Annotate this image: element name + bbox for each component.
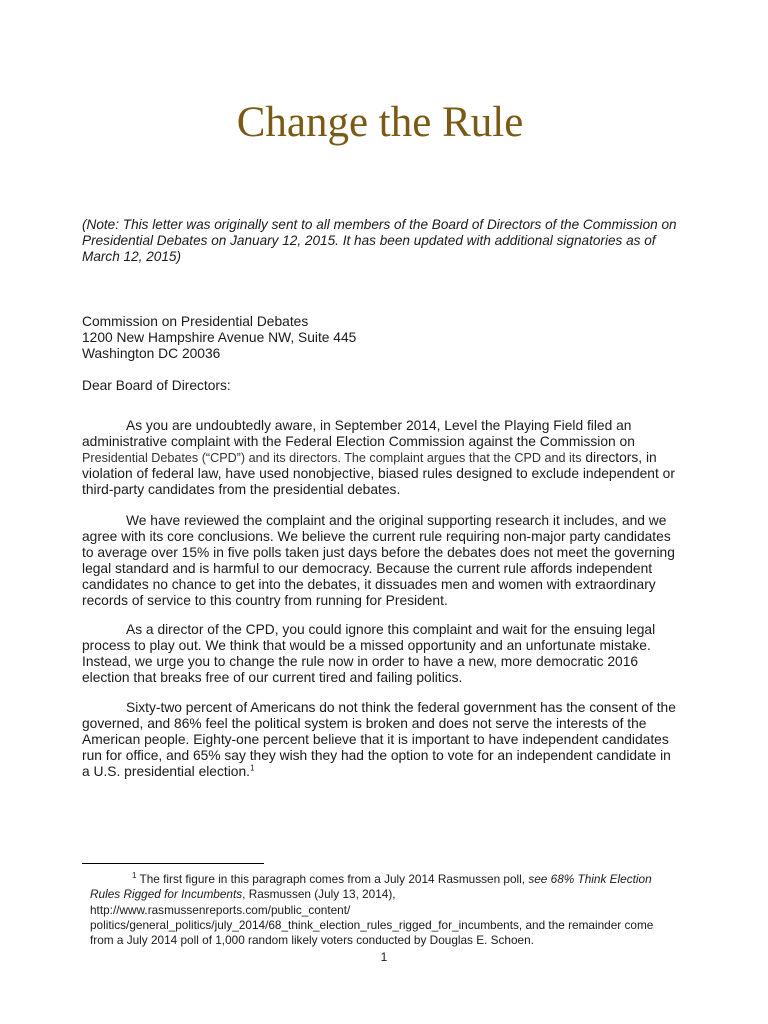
footnote-text-c: , and the remainder come from a July 2014 poll of 1,000 random likely voters conducted by Douglas E. Schoen. [90,917,654,948]
footnote-url-1[interactable]: http://www.rasmussenreports.com/public_content/ [90,902,351,917]
footnote-text [90,872,660,903]
document-title: Change the Rule [236,99,524,146]
footnote-marker: 1 [132,871,137,881]
recipient-address [82,314,682,362]
footnote-separator [82,863,264,864]
editorial-note: (Note: This letter was originally sent to all members of the Board of Directors of the Commission on Presidential Debates on January 12, 2015. It has been updated with additional signatories as of March 12, 2015) [82,217,677,264]
footnote-reference: 1 [249,763,255,773]
footnote-url-2[interactable]: politics/general_politics/july_2014/68_think_election_rules_rigged_for_incumbents [90,917,519,932]
paragraph-2: We have reviewed the complaint and the original supporting research it includes, and we agree with its core conclusions. We believe the current rule requiring non-major party candidates to average over 15% in five polls taken just days before the debates does not meet the governing legal standard and is harmful to our democracy. Because the current rule affords independent candidates no chance to get into the debates, it dissuades men and women with extraordinary records of service to this country from running for President. [82,513,675,608]
paragraph-4 [82,700,682,780]
address-line-1: Commission on Presidential Debates [82,314,309,329]
address-line-3: Washington DC 20036 [82,346,221,361]
paragraph-1-part-c: directors, in violation of federal law, have used nonobjective, biased rules designed to exclude independent or third-party candidates from the presidential debates. [82,450,675,497]
footnote-article-title: see 68% Think Election Rules Rigged for Incumbents [90,872,652,902]
paragraph-1 [82,418,682,498]
paragraph-1-part-b: Presidential Debates (“CPD”) and its directors. The complaint argues that the CPD and its [82,451,582,465]
paragraph-3: As a director of the CPD, you could ignore this complaint and wait for the ensuing legal process to play out. We think that would be a missed opportunity and an unfortunate mistake. Instead, we urge you to change the rule now in order to have a new, more democratic 2016 election that breaks free of our current tired and failing politics. [82,622,656,685]
paragraph-4-text: Sixty-two percent of Americans do not think the federal government has the consent of the governed, and 86% feel the political system is broken and does not serve the interests of the American people. Eighty-one percent believe that it is important to have independent candidates run for office, and 65% say they wish they had the option to vote for an independent candidate in a U.S. presidential election. [82,700,676,779]
salutation: Dear Board of Directors: [82,378,231,393]
address-line-2: 1200 New Hampshire Avenue NW, Suite 445 [82,330,357,345]
page-number: 1 [380,950,388,964]
footnote-text-b: , Rasmussen (July 13, 2014), [242,887,396,902]
footnote-text-a: The first figure in this paragraph comes from a July 2014 Rasmussen poll, [136,872,529,886]
footnote [90,872,660,948]
paragraph-1-part-a: As you are undoubtedly aware, in September 2014, Level the Playing Field filed an administrative complaint with the Federal Election Commission against the Commission on [82,418,635,449]
